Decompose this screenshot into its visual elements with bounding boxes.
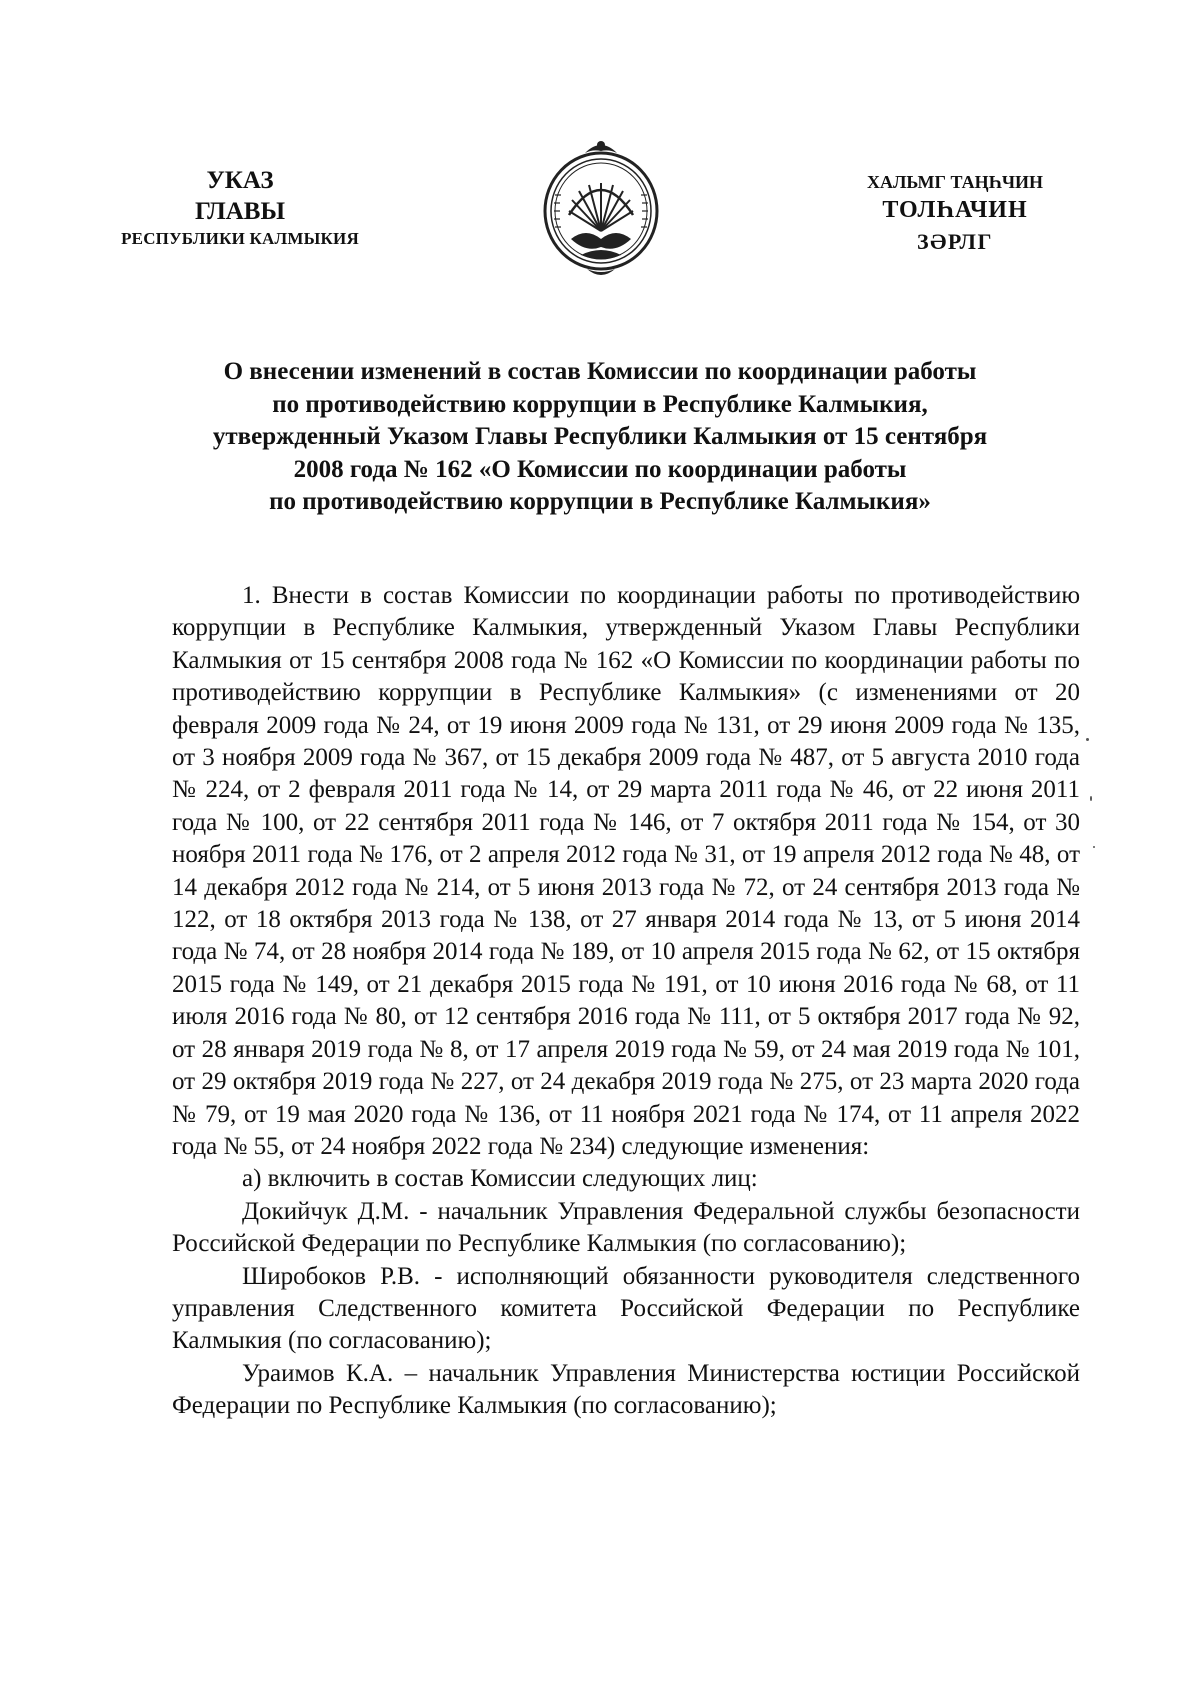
header-left-line1: УКАЗ [206, 167, 274, 194]
scan-speck [1090, 796, 1092, 801]
scan-speck [1086, 738, 1089, 741]
title-line: по противодействию коррупции в Республике Калмыкия, [272, 390, 928, 418]
header-left-line2: ГЛАВЫ [194, 197, 286, 225]
header-right [840, 170, 1070, 256]
decree-title [150, 356, 1050, 519]
header-right-line3: ЗӘРЛГ [917, 228, 993, 254]
paragraph-member-shirobokov: Широбоков Р.В. - исполняющий обязанности руководителя следственного управления Следственного комитета Российской Федерации по Республике Калмыкия (по согласованию); [172, 1262, 1080, 1355]
paragraph-member-uraimov: Ураимов К.А. – начальник Управления Министерства юстиции Российской Федерации по Республике Калмыкия (по согласованию); [172, 1359, 1080, 1420]
decree-body [172, 580, 1080, 1423]
header-right-line2: ТОЛҺАЧИН [882, 197, 1028, 224]
title-line: О внесении изменений в состав Комиссии по координации работы [223, 358, 977, 385]
header-right-line1: ХАЛЬМГ ТАҢҺЧИН [866, 172, 1044, 192]
coat-of-arms-icon [541, 135, 661, 283]
paragraph-member-dokiychuk: Докийчук Д.М. - начальник Управления Федеральной службы безопасности Российской Федерации по Республике Калмыкия (по согласованию); [172, 1197, 1080, 1258]
title-line: утвержденный Указом Главы Республики Калмыкия от 15 сентября [212, 423, 988, 450]
paragraph-item-1: 1. Внести в состав Комиссии по координации работы по противодействию коррупции в Республике Калмыкия, утвержденный Указом Главы Республики Калмыкия от 15 сентября 2008 года № 162 «О Комиссии по координации работы по противодействию коррупции в Республике Калмыкия» (с изменениями от 20 февраля 2009 года № 24, от 19 июня 2009 года № 131, от 29 июня 2009 года № 135, от 3 ноября 2009 года № 367, от 15 декабря 2009 года № 487, от 5 августа 2010 года № 224, от 2 февраля 2011 года № 14, от 29 марта 2011 года № 46, от 22 июня 2011 года № 100, от 22 сентября 2011 года № 146, от 7 октября 2011 года № 154, от 30 ноября 2011 года № 176, от 2 апреля 2012 года № 31, от 19 апреля 2012 года № 48, от 14 декабря 2012 года № 214, от 5 июня 2013 года № 72, от 24 сентября 2013 года № 122, от 18 октября 2013 года № 138, от 27 января 2014 года № 13, от 5 июня 2014 года № 74, от 28 ноября 2014 года № 189, от 10 апреля 2015 года № 62, от 15 октября 2015 года № 149, от 21 декабря 2015 года № 191, от 10 июня 2016 года № 68, от 11 июля 2016 года № 80, от 12 сентября 2016 года № 111, от 5 октября 2017 года № 92, от 28 января 2019 года № 8, от 17 апреля 2019 года № 59, от 24 мая 2019 года № 101, от 29 октября 2019 года № 227, от 24 декабря 2019 года № 275, от 23 марта 2020 года № 79, от 19 мая 2020 года № 136, от 11 ноября 2021 года № 174, от 11 апреля 2022 года № 55, от 24 ноября 2022 года № 234) следующие изменения: [172, 582, 1080, 1160]
scan-speck [1093, 846, 1095, 848]
title-line: по противодействию коррупции в Республике Калмыкия» [269, 488, 931, 515]
header-left [90, 166, 390, 250]
header-left-line3: РЕСПУБЛИКИ КАЛМЫКИЯ [121, 229, 359, 248]
title-line: 2008 года № 162 «О Комиссии по координации работы [293, 455, 907, 483]
paragraph-subitem-a: а) включить в состав Комиссии следующих лиц: [242, 1165, 758, 1193]
